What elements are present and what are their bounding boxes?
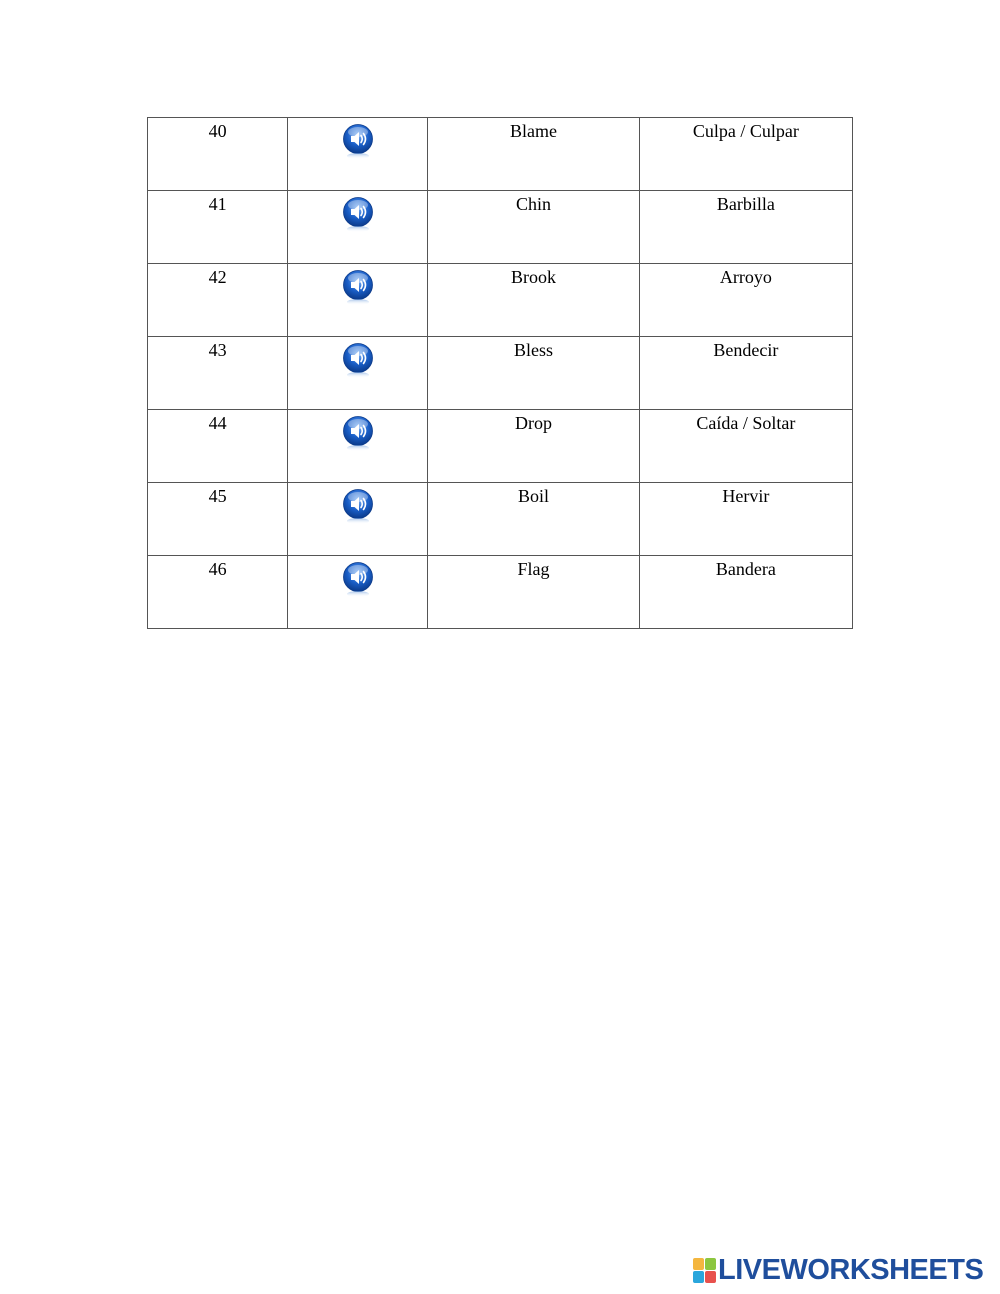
row-number: 45 — [208, 486, 227, 506]
spanish-word-cell — [639, 118, 852, 191]
play-audio-button[interactable] — [342, 562, 374, 598]
table-row — [148, 556, 853, 629]
english-word: Blame — [510, 121, 558, 141]
number-cell — [148, 410, 288, 483]
speaker-icon — [342, 124, 374, 160]
row-number: 40 — [208, 121, 227, 141]
spanish-translation: Arroyo — [719, 267, 772, 287]
table-row — [148, 118, 853, 191]
english-word-cell — [428, 118, 639, 191]
speaker-icon — [342, 197, 374, 233]
play-audio-button[interactable] — [342, 343, 374, 379]
spanish-translation: Culpa / Culpar — [692, 121, 799, 141]
speaker-icon — [342, 270, 374, 306]
english-word: Brook — [511, 267, 557, 287]
speaker-icon — [342, 489, 374, 525]
english-word: Drop — [515, 413, 553, 433]
number-cell — [148, 337, 288, 410]
english-word: Chin — [516, 194, 552, 214]
vocabulary-table — [147, 117, 853, 629]
logo-square — [705, 1271, 716, 1283]
logo-square — [693, 1258, 704, 1270]
audio-cell — [288, 264, 428, 337]
audio-cell — [288, 410, 428, 483]
english-word-cell — [428, 483, 639, 556]
english-word-cell — [428, 410, 639, 483]
spanish-word-cell — [639, 337, 852, 410]
number-cell — [148, 483, 288, 556]
spanish-translation: Hervir — [722, 486, 770, 506]
spanish-word-cell — [639, 483, 852, 556]
english-word: Flag — [517, 559, 550, 579]
english-word: Bless — [514, 340, 554, 360]
number-cell — [148, 191, 288, 264]
row-number: 43 — [208, 340, 227, 360]
audio-cell — [288, 191, 428, 264]
audio-cell — [288, 556, 428, 629]
number-cell — [148, 556, 288, 629]
play-audio-button[interactable] — [342, 197, 374, 233]
speaker-icon — [342, 343, 374, 379]
row-number: 41 — [208, 194, 227, 214]
logo-square — [693, 1271, 704, 1283]
spanish-word-cell — [639, 191, 852, 264]
number-cell — [148, 264, 288, 337]
play-audio-button[interactable] — [342, 270, 374, 306]
audio-cell — [288, 337, 428, 410]
table-row — [148, 337, 853, 410]
audio-cell — [288, 483, 428, 556]
play-audio-button[interactable] — [342, 416, 374, 452]
english-word: Boil — [518, 486, 550, 506]
spanish-word-cell — [639, 410, 852, 483]
table-row — [148, 410, 853, 483]
play-audio-button[interactable] — [342, 489, 374, 525]
number-cell — [148, 118, 288, 191]
english-word-cell — [428, 191, 639, 264]
row-number: 44 — [208, 413, 227, 433]
spanish-word-cell — [639, 556, 852, 629]
vocabulary-table-body — [148, 118, 853, 629]
spanish-word-cell — [639, 264, 852, 337]
row-number: 42 — [208, 267, 227, 287]
table-row — [148, 191, 853, 264]
table-row — [148, 264, 853, 337]
english-word-cell — [428, 556, 639, 629]
spanish-translation: Bendecir — [713, 340, 779, 360]
table-row — [148, 483, 853, 556]
english-word-cell — [428, 337, 639, 410]
play-audio-button[interactable] — [342, 124, 374, 160]
spanish-translation: Bandera — [715, 559, 776, 579]
speaker-icon — [342, 416, 374, 452]
logo-square — [705, 1258, 716, 1270]
liveworksheets-logo — [693, 1255, 983, 1285]
speaker-icon — [342, 562, 374, 598]
logo-mark-icon — [693, 1258, 715, 1282]
english-word-cell — [428, 264, 639, 337]
spanish-translation: Barbilla — [716, 194, 775, 214]
spanish-translation: Caída / Soltar — [696, 413, 796, 433]
logo-text: LIVEWORKSHEETS — [718, 1254, 984, 1286]
row-number: 46 — [208, 559, 227, 579]
audio-cell — [288, 118, 428, 191]
